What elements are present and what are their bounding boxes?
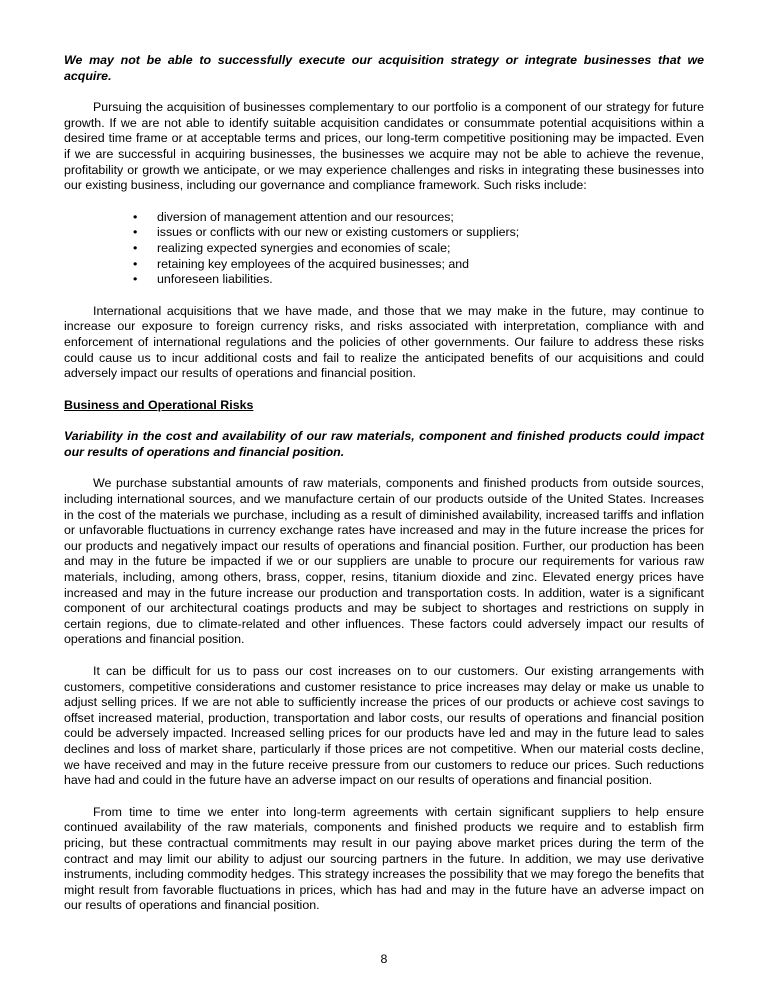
- raw-materials-paragraph-1: We purchase substantial amounts of raw materials, components and finished products from outside sources, including international sources, and we manufacture certain of our products outside of the United States. Increases in the cost of the materials we purchase, including as a result of diminished availability, increased tariffs and inflation or unfavorable fluctuations in currency exchange rates have increased and may in the future increase the prices for our products and negatively impact our results of operations and financial position. Further, our production has been and may in the future be impacted if we or our suppliers are unable to procure our requirements for various raw materials, including, among others, brass, copper, resins, titanium dioxide and zinc. Elevated energy prices have increased and may in the future increase our production and transportation costs. In addition, water is a significant component of our architectural coatings products and may be subject to shortages and restrictions on supply in certain regions, due to climate-related and other influences. These factors could adversely impact our results of operations and financial position.: [64, 476, 704, 647]
- acquisition-risk-paragraph-1: Pursuing the acquisition of businesses complementary to our portfolio is a component of our strategy for future growth. If we are not able to identify suitable acquisition candidates or consummate potential acquisitions within a desired time frame or at acceptable terms and prices, our long-term competitive positioning may be impacted. Even if we are successful in acquiring businesses, the businesses we acquire may not be able to achieve the revenue, profitability or growth we anticipate, or we may experience challenges and risks in integrating these businesses into our existing business, including our governance and compliance framework. Such risks include:: [64, 100, 704, 193]
- acquisition-risk-heading: We may not be able to successfully execute our acquisition strategy or integrate businesses that we acquire.: [64, 53, 704, 83]
- bullet-icon: •: [133, 256, 138, 271]
- list-item-text: retaining key employees of the acquired businesses; and: [157, 256, 470, 271]
- section-title-business-operational-risks: Business and Operational Risks: [64, 397, 254, 412]
- list-item-text: issues or conflicts with our new or existing customers or suppliers;: [157, 225, 520, 240]
- list-item: [133, 272, 704, 288]
- bullet-icon: •: [133, 209, 138, 224]
- list-item-text: realizing expected synergies and economies of scale;: [157, 240, 451, 255]
- page-number: 8: [380, 952, 388, 966]
- acquisition-risk-paragraph-2: International acquisitions that we have made, and those that we may make in the future, may continue to increase our exposure to foreign currency risks, and risks associated with interpretation, compliance with and enforcement of international regulations and the policies of other governments. Our failure to address these risks could cause us to incur additional costs and fail to realize the anticipated benefits of our acquisitions and could adversely impact our results of operations and financial position.: [64, 303, 704, 381]
- bullet-icon: •: [133, 272, 138, 287]
- bullet-icon: •: [133, 225, 138, 240]
- raw-materials-paragraph-3: From time to time we enter into long-term agreements with certain significant suppliers to help ensure continued availability of the raw materials, components and finished products we require and to establish firm pricing, but these contractual commitments may result in our paying above market prices during the term of the contract and may limit our ability to adjust our sourcing partners in the future. In addition, we may use derivative instruments, including commodity hedges. This strategy increases the possibility that we may forego the benefits that might result from favorable fluctuations in prices, which has had and may in the future have an adverse impact on our results of operations and financial position.: [64, 804, 704, 913]
- list-item: [133, 210, 704, 226]
- document-page: [64, 53, 704, 914]
- bullet-icon: •: [133, 240, 138, 255]
- list-item: [133, 257, 704, 273]
- list-item-text: diversion of management attention and our resources;: [157, 209, 454, 224]
- list-item: [133, 225, 704, 241]
- acquisition-risk-list: [64, 210, 704, 288]
- list-item: [133, 241, 704, 257]
- list-item-text: unforeseen liabilities.: [157, 272, 273, 287]
- raw-materials-risk-heading: Variability in the cost and availability of our raw materials, component and finished products could impact our results of operations and financial position.: [64, 429, 704, 459]
- raw-materials-paragraph-2: It can be difficult for us to pass our cost increases on to our customers. Our existing arrangements with customers, competitive considerations and customer resistance to price increases may delay or make us unable to adjust selling prices. If we are not able to sufficiently increase the prices of our products or achieve cost savings to offset increased material, production, transportation and labor costs, our results of operations and financial position could be adversely impacted. Increased selling prices for our products have led and may in the future lead to sales declines and loss of market share, particularly if those prices are not competitive. When our material costs decline, we have received and may in the future receive pressure from our customers to reduce our prices. Such reductions have had and could in the future have an adverse impact on our results of operations and financial position.: [64, 664, 704, 788]
